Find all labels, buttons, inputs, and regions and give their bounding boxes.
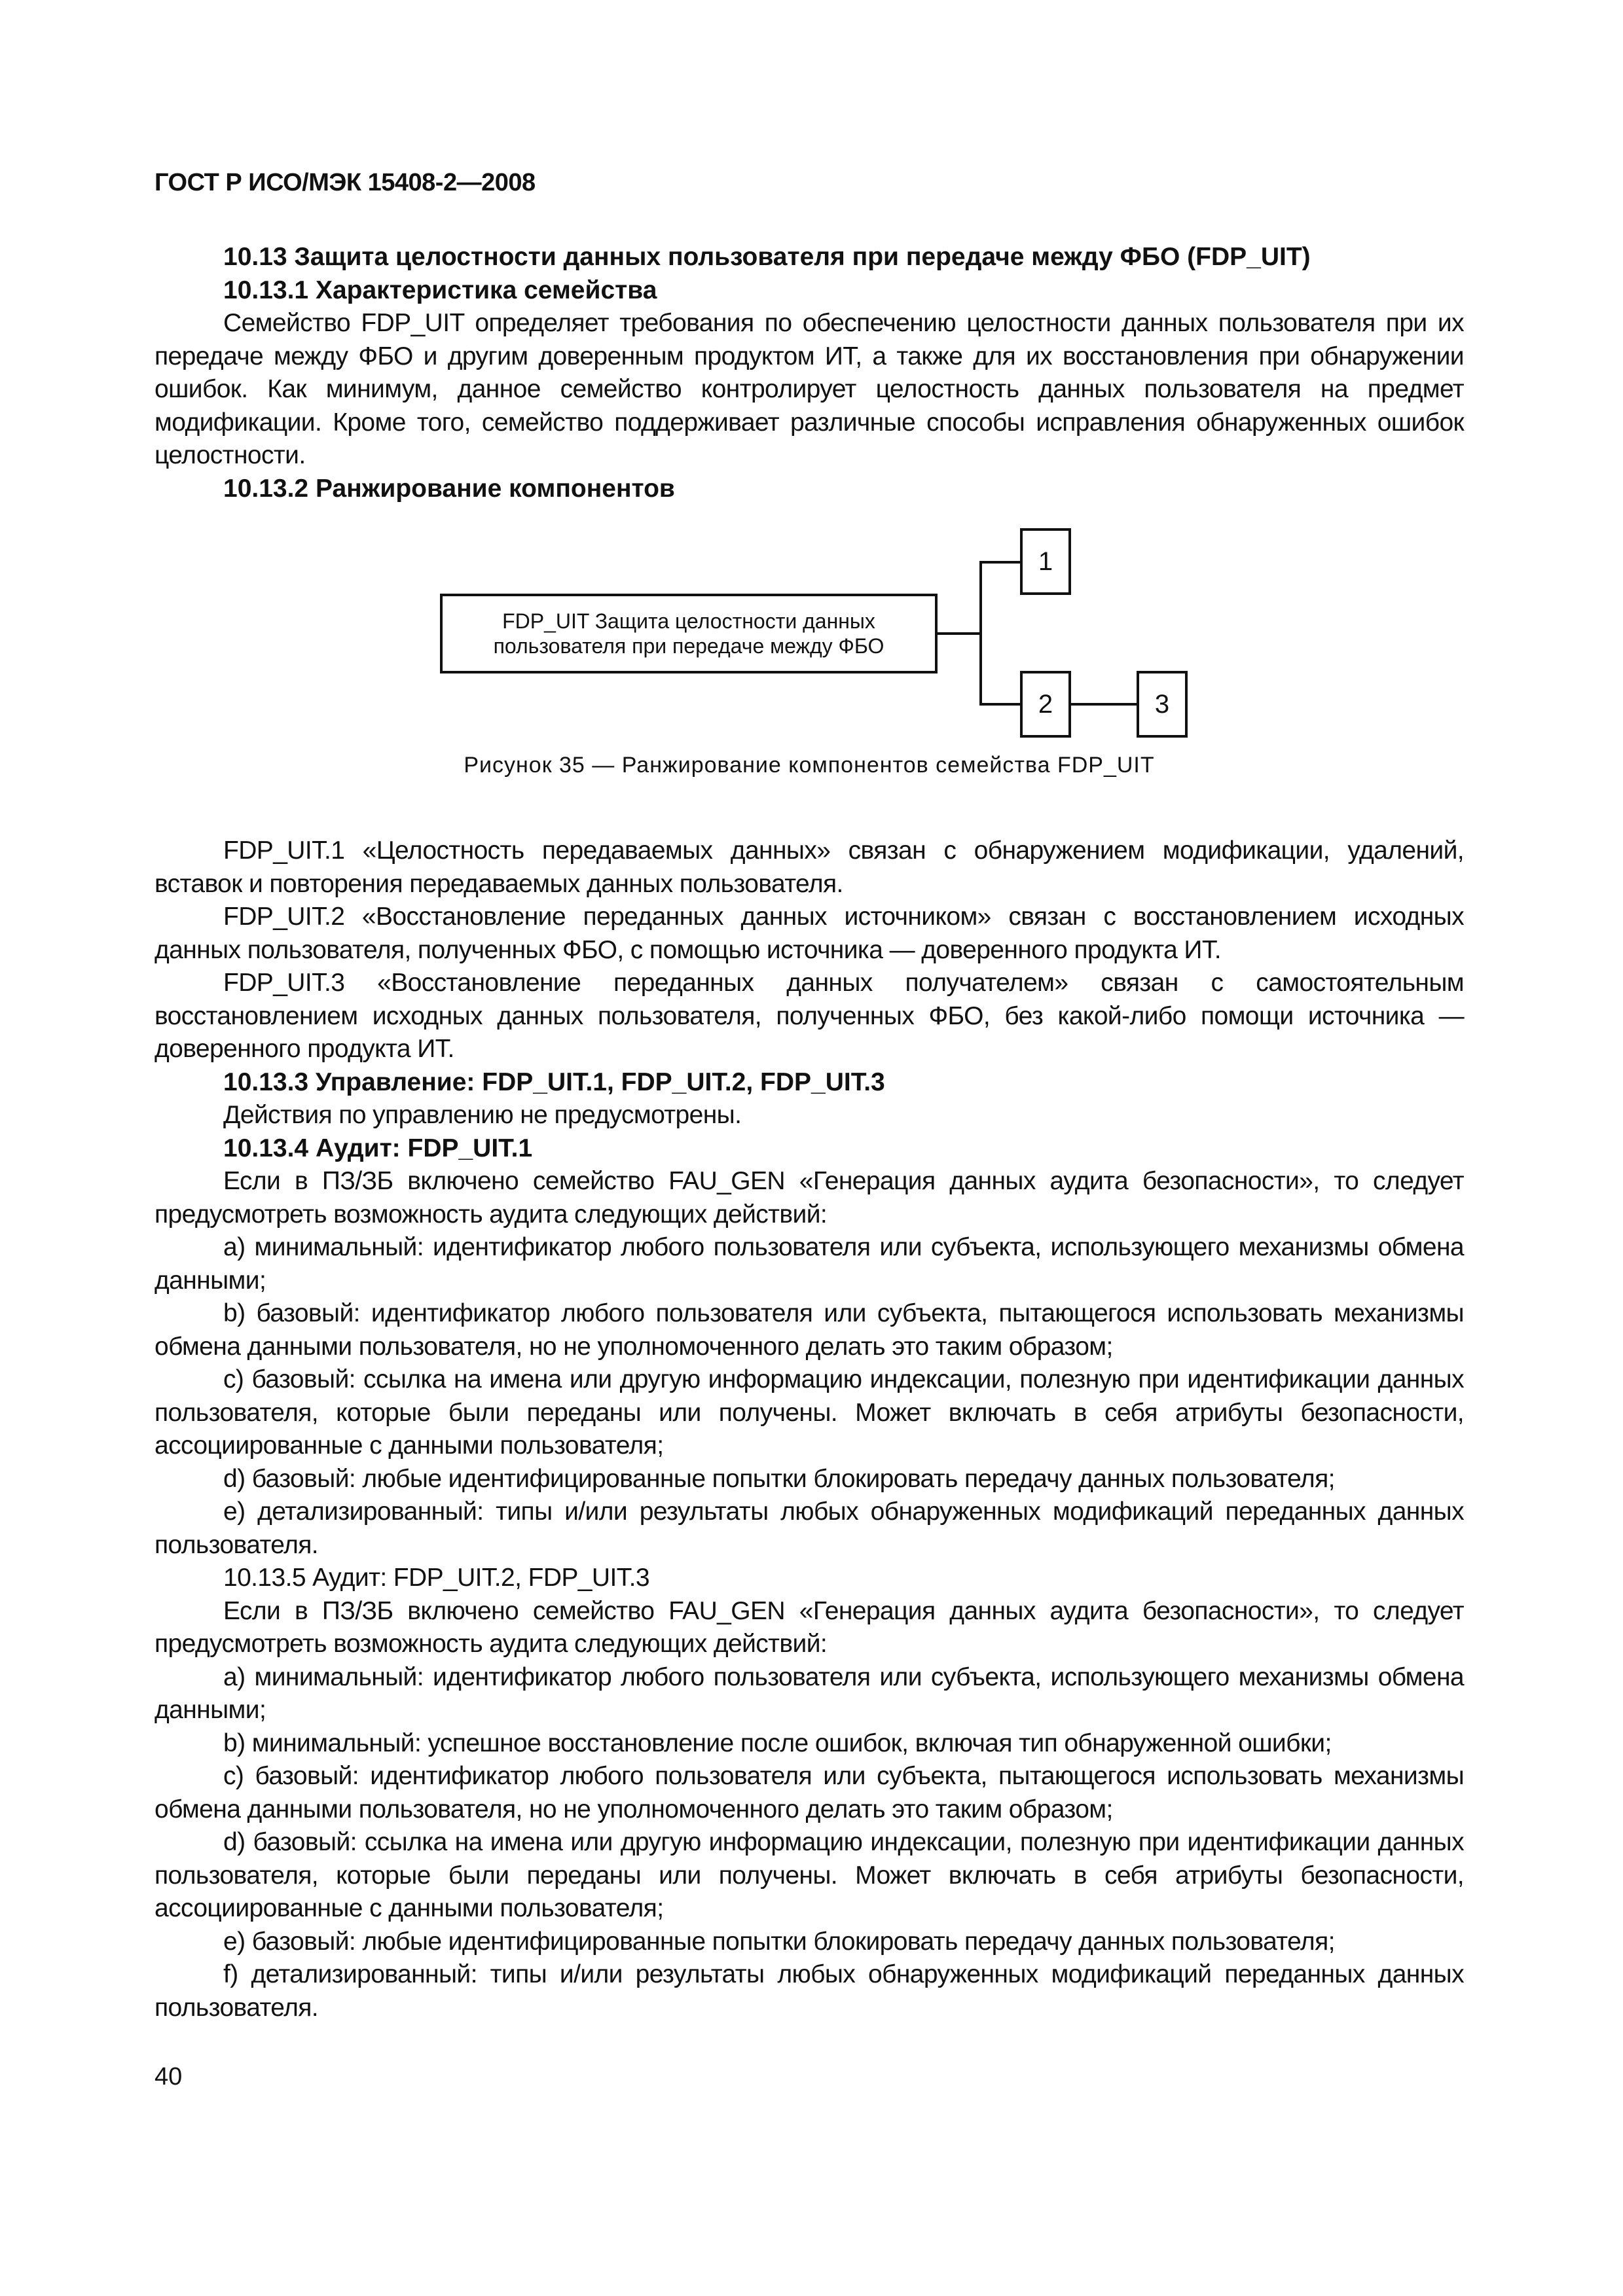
subsection-4-intro: Если в ПЗ/ЗБ включено семейство FAU_GEN «Генерация данных аудита безопасности», то следует предусмотреть возможность аудита следующих действий: <box>155 1167 1464 1229</box>
list-item: c) базовый: идентификатор любого пользователя или субъекта, пытающегося использовать механизмы обмена данными пользователя, но не уполномоченного делать это таким образом; <box>155 1762 1464 1823</box>
subsection-5-title: 10.13.5 Аудит: FDP_UIT.2, FDP_UIT.3 <box>223 1564 649 1592</box>
paragraph-uit1: FDP_UIT.1 «Целостность передаваемых данных» связан с обнаружением модификации, удалений, вставок и повторения передаваемых данных пользователя. <box>155 836 1464 898</box>
list-item: a) минимальный: идентификатор любого пользователя или субъекта, использующего механизмы обмена данными; <box>155 1233 1464 1295</box>
body-section <box>155 834 1464 2024</box>
subsection-3-text: Действия по управлению не предусмотрены. <box>223 1101 742 1129</box>
list-item: b) минимальный: успешное восстановление после ошибок, включая тип обнаруженной ошибки; <box>223 1729 1332 1757</box>
connector-line <box>979 561 1021 564</box>
component-box-3: 3 <box>1137 671 1188 738</box>
family-box-line-1: FDP_UIT Защита целостности данных <box>502 609 875 633</box>
list-item: a) минимальный: идентификатор любого пользователя или субъекта, использующего механизмы обмена данными; <box>155 1662 1464 1724</box>
family-box-line-2: пользователя при передаче между ФБО <box>493 634 884 658</box>
list-item: d) базовый: любые идентифицированные попытки блокировать передачу данных пользователя; <box>223 1464 1335 1493</box>
list-item: c) базовый: ссылка на имена или другую информацию индексации, полезную при идентификации данных пользователя, которые были переданы или получены. Может включать в себя атрибуты безопасности, ассоциированные с данными пользователя; <box>155 1365 1464 1460</box>
intro-section <box>155 241 1464 505</box>
paragraph-uit2: FDP_UIT.2 «Восстановление переданных данных источником» связан с восстановлением исходных данных пользователя, полученных ФБО, с помощью источника — доверенного продукта ИТ. <box>155 903 1464 964</box>
component-box-1: 1 <box>1020 528 1071 595</box>
subsection-3-title: 10.13.3 Управление: FDP_UIT.1, FDP_UIT.2, FDP_UIT.3 <box>223 1067 885 1096</box>
list-item: f) детализированный: типы и/или результаты любых обнаруженных модификаций переданных данных пользователя. <box>155 1960 1464 2022</box>
page-number: 40 <box>155 2063 183 2090</box>
subsection-1-title: 10.13.1 Характеристика семейства <box>223 276 657 304</box>
list-item: d) базовый: ссылка на имена или другую информацию индексации, полезную при идентификации данных пользователя, которые были переданы или получены. Может включать в себя атрибуты безопасности, ассоциированные с данными пользователя; <box>155 1828 1464 1922</box>
family-box <box>440 594 938 673</box>
connector-line <box>1071 703 1138 706</box>
connector-line <box>979 703 1021 706</box>
document-header: ГОСТ Р ИСО/МЭК 15408-2—2008 <box>155 169 536 196</box>
subsection-1-text: Семейство FDP_UIT определяет требования по обеспечению целостности данных пользователя при их передаче между ФБО и другим доверенным продуктом ИТ, а также для их восстановления при обнаружении ошибок. Как минимум, данное семейство контролирует целостность данных пользователя на предмет модификации. Кроме того, семейство поддерживает различные способы исправления обнаруженных ошибок целостности. <box>155 309 1464 469</box>
figure-caption: Рисунок 35 — Ранжирование компонентов семейства FDP_UIT <box>464 753 1155 778</box>
subsection-4-title: 10.13.4 Аудит: FDP_UIT.1 <box>223 1134 533 1162</box>
component-box-2: 2 <box>1020 671 1071 738</box>
paragraph-uit3: FDP_UIT.3 «Восстановление переданных данных получателем» связан с самостоятельным восстановлением исходных данных пользователя, полученных ФБО, без какой-либо помощи источника — доверенного продукта ИТ. <box>155 969 1464 1063</box>
subsection-5-intro: Если в ПЗ/ЗБ включено семейство FAU_GEN «Генерация данных аудита безопасности», то следует предусмотреть возможность аудита следующих действий: <box>155 1596 1464 1658</box>
list-item: b) базовый: идентификатор любого пользователя или субъекта, пытающегося использовать механизмы обмена данными пользователя, но не уполномоченного делать это таким образом; <box>155 1299 1464 1361</box>
component-levelling-diagram <box>432 520 1205 749</box>
section-title: 10.13 Защита целостности данных пользователя при передаче между ФБО (FDP_UIT) <box>223 243 1311 271</box>
connector-line <box>979 561 982 704</box>
list-item: e) детализированный: типы и/или результаты любых обнаруженных модификаций переданных данных пользователя. <box>155 1498 1464 1559</box>
connector-line <box>938 632 981 635</box>
subsection-2-title: 10.13.2 Ранжирование компонентов <box>223 474 675 503</box>
list-item: e) базовый: любые идентифицированные попытки блокировать передачу данных пользователя; <box>223 1927 1335 1956</box>
